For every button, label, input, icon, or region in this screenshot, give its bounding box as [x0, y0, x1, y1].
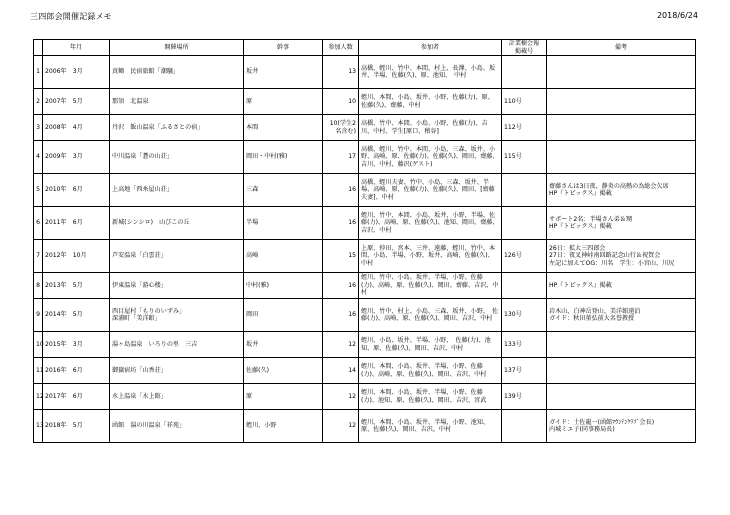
table-row — [34, 89, 696, 115]
remarks-cell: HP『トピックス』掲載 — [547, 273, 696, 299]
column-header: 開催場所 — [110, 40, 244, 56]
document-date: 2018/6/24 — [656, 11, 698, 20]
table-row — [34, 273, 696, 299]
row-number: 12 — [34, 384, 43, 410]
attendees-cell: 蛭川、竹中、小島、坂井、半場、小野、佐藤(力)、高崎、原、佐藤(久)、岡田、齋藤、吉沢、中村 — [359, 273, 502, 299]
attendees-cell: 蛭川、竹中、村上、小島、三森、坂井、小野、 佐藤(力)、高崎、原、佐藤(久)、岡田、吉沢、中村 — [359, 299, 502, 332]
remarks-cell — [547, 115, 696, 141]
meeting-records-table — [33, 39, 696, 443]
attendee-count-cell: 10 — [323, 89, 359, 115]
remarks-cell — [547, 358, 696, 384]
table-row — [34, 299, 696, 332]
remarks-cell — [547, 89, 696, 115]
attendees-cell: 蛭川、竹中、本間、小島、坂井、小野、半場、佐藤(力)、高崎、原、佐藤(久)、池知、岡田、齋藤、吉沢、中村 — [359, 207, 502, 240]
row-number: 8 — [34, 273, 43, 299]
attendees-cell: 高橋、竹中、本間、小島、小野、佐藤(力)、吉川、中村、学生[原口、稽谷] — [359, 115, 502, 141]
remarks-cell — [547, 332, 696, 358]
bulletin-issue-cell — [502, 410, 547, 443]
remarks-cell: 齋藤さんは3日夜、静炎の高熱の為総会欠席 HP『トピックス』掲載 — [547, 174, 696, 207]
row-number: 11 — [34, 358, 43, 384]
bulletin-issue-cell — [502, 174, 547, 207]
row-number: 10 — [34, 332, 43, 358]
remarks-cell: 岩木山、白神岳登山、美洋館遠泊 ガイド：秋田菫弘前大名誉教授 — [547, 299, 696, 332]
venue-cell: 中川温泉「蒼の山荘」 — [110, 141, 244, 174]
attendee-count-cell: 10(学生2名含む) — [323, 115, 359, 141]
bulletin-issue-cell: 126号 — [502, 240, 547, 273]
venue-cell: 西目屋村「もりのいずみ」 深浦町「美洋館」 — [110, 299, 244, 332]
attendee-count-cell: 13 — [323, 56, 359, 89]
bulletin-issue-cell: 130号 — [502, 299, 547, 332]
venue-cell: 真鶴 民宿旅館「潮騒」 — [110, 56, 244, 89]
remarks-cell — [547, 141, 696, 174]
column-header: 計業樹会報 掲載号 — [502, 40, 547, 56]
row-number: 13 — [34, 410, 43, 443]
table-row — [34, 141, 696, 174]
column-header: 幹事 — [244, 40, 323, 56]
organizer-cell: 原 — [244, 384, 323, 410]
remarks-cell — [547, 384, 696, 410]
year-month-cell: 2018年 5月 — [43, 410, 110, 443]
attendee-count-cell: 12 — [323, 332, 359, 358]
attendee-count-cell: 17 — [323, 141, 359, 174]
row-number: 2 — [34, 89, 43, 115]
bulletin-issue-cell: 137号 — [502, 358, 547, 384]
document-title: 三四郎会開催記録メモ — [30, 12, 112, 21]
attendee-count-cell: 16 — [323, 207, 359, 240]
year-month-cell: 2014年 5月 — [43, 299, 110, 332]
venue-cell: 函館 湯の川温泉「祥苑」 — [110, 410, 244, 443]
column-header: 参加人数 — [323, 40, 359, 56]
column-header: 備考 — [547, 40, 696, 56]
column-header — [34, 40, 43, 56]
organizer-cell: 蛭川、小野 — [244, 410, 323, 443]
bulletin-issue-cell: 112号 — [502, 115, 547, 141]
bulletin-issue-cell: 133号 — [502, 332, 547, 358]
organizer-cell: 岡田・中村(雅) — [244, 141, 323, 174]
organizer-cell: 佐藤(久) — [244, 358, 323, 384]
venue-cell: 湯ヶ島温泉 いろりの里 三吉 — [110, 332, 244, 358]
year-month-cell: 2017年 6月 — [43, 384, 110, 410]
year-month-cell: 2015年 3月 — [43, 332, 110, 358]
row-number: 5 — [34, 174, 43, 207]
organizer-cell: 岡田 — [244, 299, 323, 332]
attendee-count-cell: 14 — [323, 358, 359, 384]
remarks-cell: ガイド：土佐龍一(函館ﾏｳﾝﾃﾝｸﾗﾌﾞ会長) 内城ミエ子(同事務局長) — [547, 410, 696, 443]
organizer-cell: 本間 — [244, 115, 323, 141]
year-month-cell: 2016年 6月 — [43, 358, 110, 384]
organizer-cell: 三森 — [244, 174, 323, 207]
bulletin-issue-cell — [502, 207, 547, 240]
column-header: 年月 — [43, 40, 110, 56]
attendee-count-cell: 12 — [323, 410, 359, 443]
attendees-cell: 高橋、蛭川夫妻、竹中、小島、三森、坂井、半場、高崎、原、佐藤(力)、佐藤(久)、岡田、[齋藤夫妻]、中村 — [359, 174, 502, 207]
year-month-cell: 2013年 5月 — [43, 273, 110, 299]
venue-cell: 御嶽宿坊「山香荘」 — [110, 358, 244, 384]
table-row — [34, 384, 696, 410]
table-row — [34, 358, 696, 384]
attendees-cell: 高橋、蛭川、竹中、本間、小島、三森、坂井、小野、高崎、原、佐藤(力)、佐藤(久)、岡田、齋藤、吉川、中村、藤沢(ゲスト) — [359, 141, 502, 174]
bulletin-issue-cell: 110号 — [502, 89, 547, 115]
table-row — [34, 332, 696, 358]
bulletin-issue-cell: 139号 — [502, 384, 547, 410]
organizer-cell: 中村(雅) — [244, 273, 323, 299]
venue-cell: 那須 北温泉 — [110, 89, 244, 115]
year-month-cell: 2009年 3月 — [43, 141, 110, 174]
year-month-cell: 2006年 3月 — [43, 56, 110, 89]
table-row — [34, 410, 696, 443]
bulletin-issue-cell — [502, 56, 547, 89]
row-number: 7 — [34, 240, 43, 273]
venue-cell: 上高地「西糸屋山荘」 — [110, 174, 244, 207]
venue-cell: 丹沢 飯山温泉「ふるさとの宿」 — [110, 115, 244, 141]
attendee-count-cell: 16 — [323, 273, 359, 299]
column-header: 参加者 — [359, 40, 502, 56]
remarks-cell: サポート2名：半場さん弟＆甥 HP『トピックス』掲載 — [547, 207, 696, 240]
organizer-cell: 坂井 — [244, 56, 323, 89]
table-row — [34, 240, 696, 273]
year-month-cell: 2012年 10月 — [43, 240, 110, 273]
table-row — [34, 207, 696, 240]
remarks-cell — [547, 56, 696, 89]
table-header-row — [34, 40, 696, 56]
row-number: 9 — [34, 299, 43, 332]
attendees-cell: 蛭川、本間、小島、坂井、半場、小野、池知、原、佐藤(久)、岡田、吉沢、中村 — [359, 410, 502, 443]
venue-cell: 伊東温泉「游心楼」 — [110, 273, 244, 299]
row-number: 1 — [34, 56, 43, 89]
row-number: 3 — [34, 115, 43, 141]
organizer-cell: 坂井 — [244, 332, 323, 358]
attendees-cell: 高橋、蛭川、竹中、本間、村上、長澤、小島、坂井、半場、佐藤(久)、原、池知、 中村 — [359, 56, 502, 89]
attendee-count-cell: 16 — [323, 299, 359, 332]
year-month-cell: 2011年 6月 — [43, 207, 110, 240]
bulletin-issue-cell: 115号 — [502, 141, 547, 174]
attendee-count-cell: 15 — [323, 240, 359, 273]
organizer-cell: 高崎 — [244, 240, 323, 273]
year-month-cell: 2007年 5月 — [43, 89, 110, 115]
row-number: 4 — [34, 141, 43, 174]
attendees-cell: 上原、仲田、宮本、三井、遠藤、蛭川、竹中、本間、小島、半場、小野、坂井、高崎、佐藤(久)、中村 — [359, 240, 502, 273]
attendees-cell: 蛭川、本間、小島、坂井、小野、佐藤(力)、原、佐藤(久)、齋藤、中村 — [359, 89, 502, 115]
remarks-cell: 26日：拡大三四郎会 27日：夜叉神峠南回路記念山行＆祝賀会 左記に加えてOG：川名 学生：小宮山、川尻 — [547, 240, 696, 273]
venue-cell: 芦安温泉「白雲荘」 — [110, 240, 244, 273]
organizer-cell: 原 — [244, 89, 323, 115]
attendees-cell: 蛭川、小島、坂井、半場、小野、 佐藤(力)、池知、原、佐藤(久)、岡田、吉沢、中村 — [359, 332, 502, 358]
venue-cell: 新城(シンシロ) 山びこの丘 — [110, 207, 244, 240]
venue-cell: 水上温泉「水上館」 — [110, 384, 244, 410]
attendees-cell: 蛭川、本間、小島、坂井、半場、小野、佐藤(力)、池知、原、佐藤(久)、岡田、吉沢、宮武 — [359, 384, 502, 410]
table-row — [34, 115, 696, 141]
attendee-count-cell: 16 — [323, 174, 359, 207]
table-row — [34, 174, 696, 207]
bulletin-issue-cell — [502, 273, 547, 299]
attendees-cell: 蛭川、本間、小島、坂井、半場、小野、佐藤(力)、高崎、原、佐藤(久)、岡田、吉沢、中村 — [359, 358, 502, 384]
organizer-cell: 半場 — [244, 207, 323, 240]
row-number: 6 — [34, 207, 43, 240]
year-month-cell: 2010年 6月 — [43, 174, 110, 207]
year-month-cell: 2008年 4月 — [43, 115, 110, 141]
attendee-count-cell: 12 — [323, 384, 359, 410]
table-row — [34, 56, 696, 89]
